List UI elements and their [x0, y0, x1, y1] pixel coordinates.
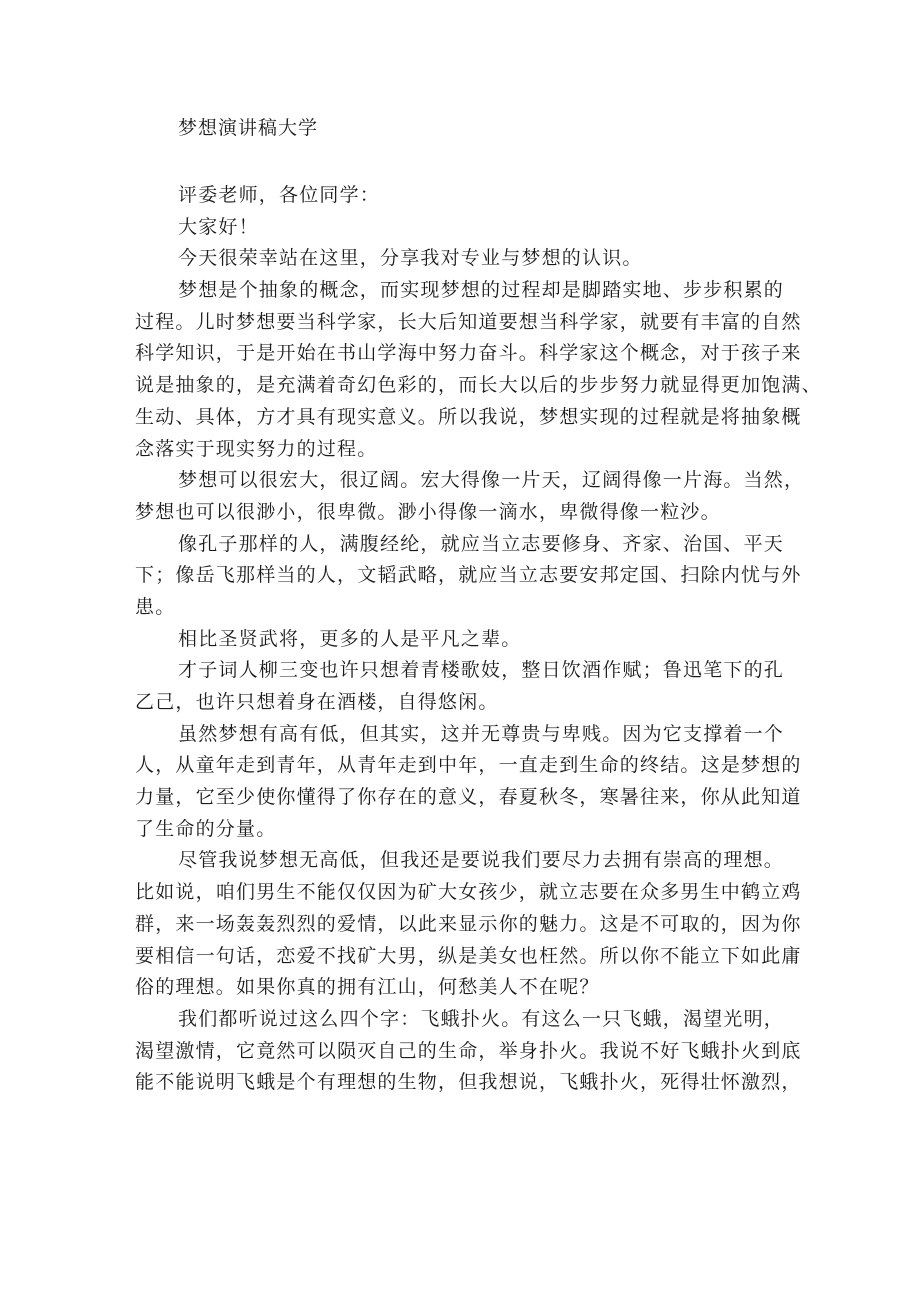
body-line: 我们都听说过这么四个字：飞蛾扑火。有这么一只飞蛾，渴望光明， — [178, 1007, 785, 1030]
body-line: 过程。儿时梦想要当科学家，长大后知道要想当科学家，就要有丰富的自然 — [135, 310, 802, 333]
body-line: 今天很荣幸站在这里，分享我对专业与梦想的认识。 — [178, 247, 643, 270]
body-line: 评委老师，各位同学： — [178, 184, 381, 206]
body-line: 尽管我说梦想无高低，但我还是要说我们要尽力去拥有崇高的理想。 — [178, 849, 785, 872]
document-body — [135, 180, 822, 1099]
body-line: 人，从童年走到青年，从青年走到中年，一直走到生命的终结。这是梦想的 — [135, 754, 802, 777]
body-line: 梦想也可以很渺小，很卑微。渺小得像一滴水，卑微得像一粒沙。 — [135, 500, 721, 523]
body-line: 梦想是个抽象的概念，而实现梦想的过程却是脚踏实地、步步积累的 — [178, 279, 785, 302]
body-line: 下；像岳飞那样当的人，文韬武略，就应当立志要安邦定国、扫除内忧与外 — [135, 564, 802, 587]
body-line: 要相信一句话，恋爱不找矿大男，纵是美女也枉然。所以你不能立下如此庸 — [135, 944, 802, 967]
body-line: 才子词人柳三变也许只想着青楼歌妓，整日饮酒作赋；鲁迅笔下的孔 — [178, 659, 785, 682]
body-line: 比如说，咱们男生不能仅仅因为矿大女孩少，就立志要在众多男生中鹤立鸡 — [135, 881, 802, 904]
body-line: 念落实于现实努力的过程。 — [135, 437, 378, 460]
body-line: 了生命的分量。 — [135, 817, 277, 840]
body-line: 梦想可以很宏大，很辽阔。宏大得像一片天，辽阔得像一片海。当然， — [178, 469, 805, 492]
body-line: 乙己，也许只想着身在酒楼，自得悠闲。 — [135, 691, 499, 713]
body-line: 大家好！ — [178, 215, 259, 238]
body-line: 俗的理想。如果你真的拥有江山，何愁美人不在呢？ — [135, 976, 600, 999]
body-line: 虽然梦想有高有低，但其实，这并无尊贵与卑贱。因为它支撑着一个 — [178, 722, 785, 745]
document-title: 梦想演讲稿大学 — [178, 117, 319, 139]
body-line: 患。 — [135, 595, 176, 618]
body-line: 相比圣贤武将，更多的人是平凡之辈。 — [178, 627, 522, 650]
body-line: 群，来一场轰轰烈烈的爱情，以此来显示你的魅力。这是不可取的，因为你 — [135, 912, 802, 935]
body-line: 生动、具体，方才具有现实意义。所以我说，梦想实现的过程就是将抽象概 — [135, 405, 802, 428]
body-line: 力量，它至少使你懂得了你存在的意义，春夏秋冬，寒暑往来，你从此知道 — [135, 786, 802, 809]
body-line: 能不能说明飞蛾是个有理想的生物，但我想说，飞蛾扑火，死得壮怀激烈， — [135, 1071, 802, 1094]
body-line: 像孔子那样的人，满腹经纶，就应当立志要修身、齐家、治国、平天 — [178, 532, 785, 555]
body-line: 说是抽象的，是充满着奇幻色彩的，而长大以后的步步努力就显得更加饱满、 — [135, 374, 822, 397]
body-line: 渴望激情，它竟然可以陨灭自己的生命，举身扑火。我说不好飞蛾扑火到底 — [135, 1039, 802, 1062]
body-line: 科学知识，于是开始在书山学海中努力奋斗。科学家这个概念，对于孩子来 — [135, 342, 802, 365]
